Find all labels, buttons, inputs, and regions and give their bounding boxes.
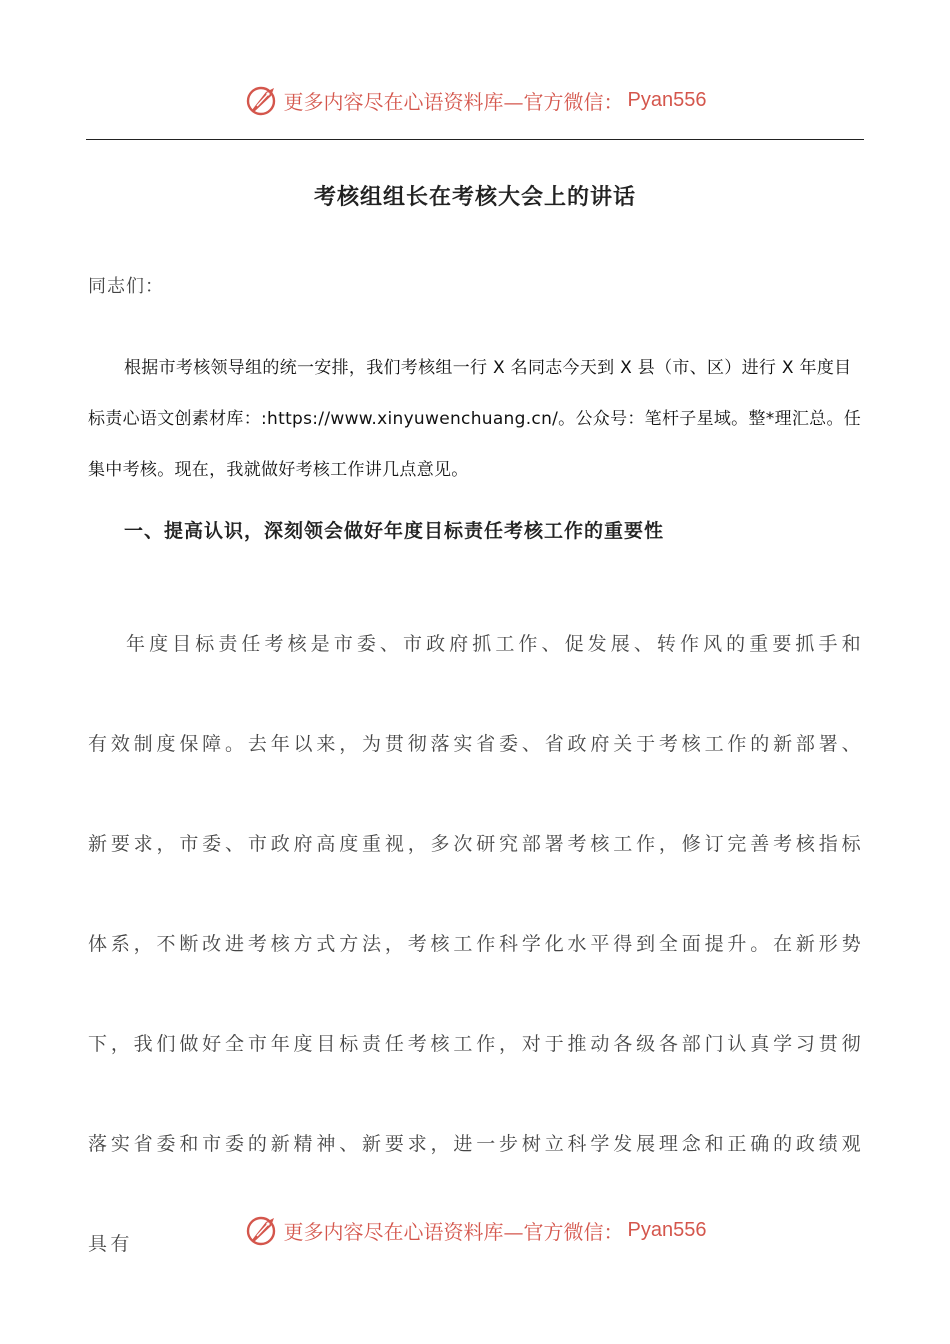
footer-banner-text: 更多内容尽在心语资料库—官方微信： xyxy=(283,1219,624,1244)
section-heading: 一、提高认识，深刻领会做好年度目标责任考核工作的重要性 xyxy=(124,520,665,542)
pen-nib-logo-icon xyxy=(244,82,280,118)
header-divider xyxy=(86,139,864,140)
intro-paragraph: 根据市考核领导组的统一安排，我们考核组一行 X 名同志今天到 X 县（市、区）进行 X 年度目标责心语文创素材库：:https://www.xinyuwenchuang.cn/。公众号：笔杆子星域。整*理汇总。任集中考核。现在，我就做好考核工作讲几点意见。 xyxy=(88,358,862,480)
footer-banner xyxy=(0,1210,950,1250)
body-paragraph: 年度目标责任考核是市委、市政府抓工作、促发展、转作风的重要抓手和有效制度保障。去年以来，为贯彻落实省委、省政府关于考核工作的新部署、新要求，市委、市政府高度重视，多次研究部署考核工作，修订完善考核指标体系，不断改进考核方式方法，考核工作科学化水平得到全面提升。在新形势下，我们做好全市年度目标责任考核工作，对于推动各级各部门认真学习贯彻落实省委和市委的新精神、新要求，进一步树立科学发展理念和正确的政绩观具有 xyxy=(88,633,864,1255)
pen-nib-logo-icon xyxy=(244,1212,280,1248)
header-banner-handle: Pyan556 xyxy=(627,88,707,111)
header-banner xyxy=(0,80,950,120)
footer-banner-handle: Pyan556 xyxy=(627,1218,707,1241)
salutation: 同志们： xyxy=(88,276,164,297)
document-title: 考核组组长在考核大会上的讲话 xyxy=(313,184,636,210)
header-banner-text: 更多内容尽在心语资料库—官方微信： xyxy=(283,89,624,114)
